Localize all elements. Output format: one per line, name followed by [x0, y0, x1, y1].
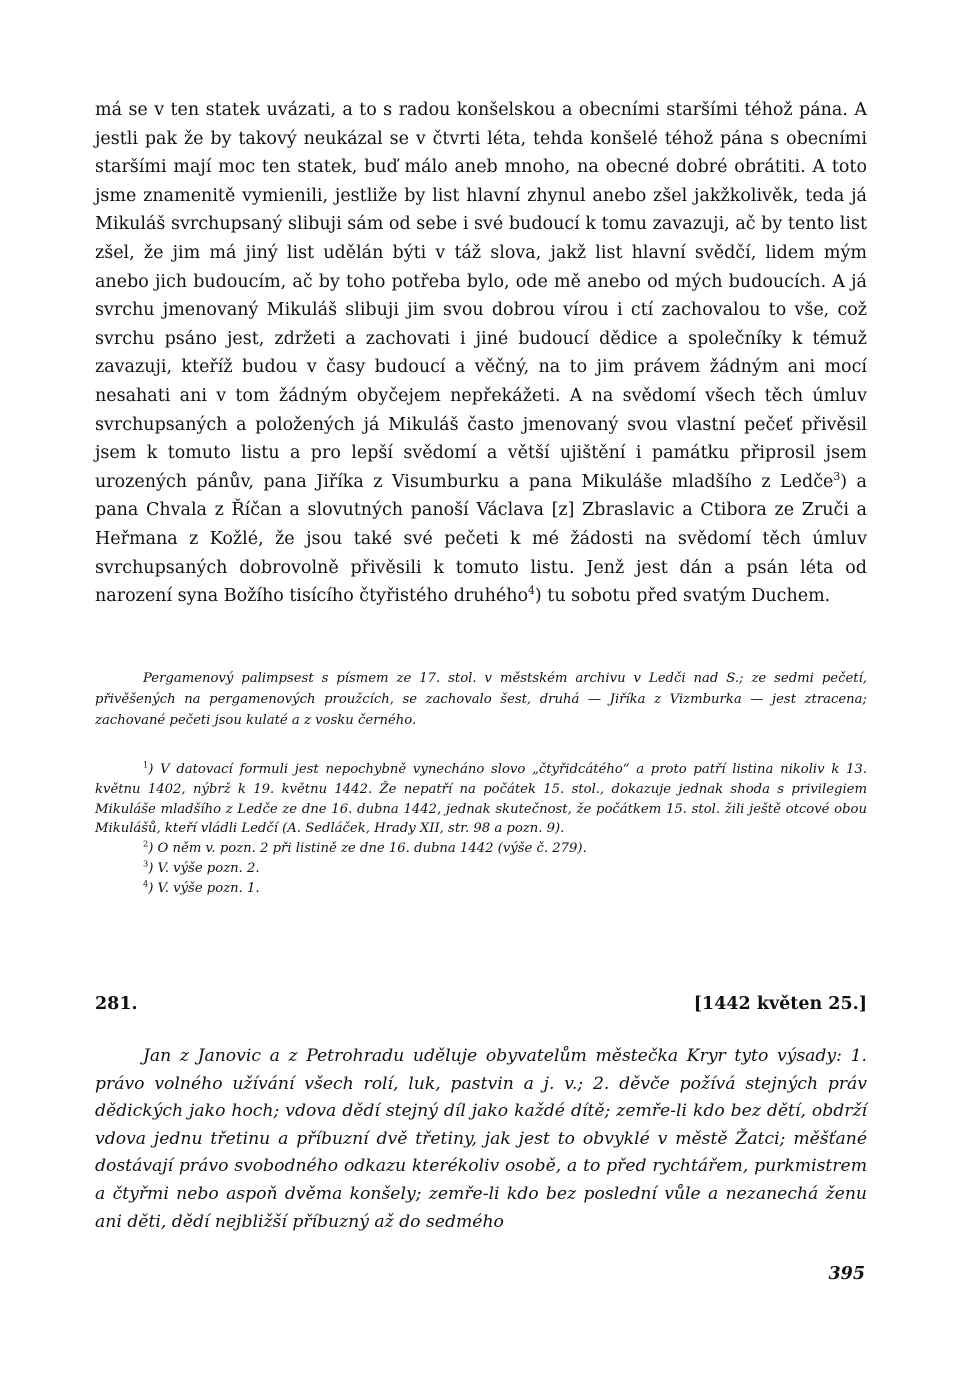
source-note: Pergamenový palimpsest s písmem ze 17. stol. v městském archivu v Ledči nad S.; ze sedmi pečetí, přivěšených na pergamenových proužcích, se zachovalo šest, druhá — Jiříka z Vizmburka — jest ztracena; zachované pečeti jsou kulaté a z vosku černého. [95, 671, 867, 728]
page-number: 395 [828, 1264, 865, 1284]
main-text [95, 96, 867, 611]
footnote-ref-3: 3 [833, 469, 841, 483]
footnote-ref-4: 4 [528, 584, 535, 598]
footnote-text: V. výše pozn. 2. [157, 860, 260, 876]
document-summary: Jan z Janovic a z Petrohradu uděluje obyvatelům městečka Kryr tyto výsady: 1. právo volného užívání všech rolí, luk, pastvin a j. v.; 2. děvče požívá stejných práv dědických jako hoch; vdova dědí stejný díl jako každé dítě; zemře-li kdo bez dětí, obdrží vdova jednu třetinu a příbuzní dvě třetiny, jak jest to obvyklé v městě Žatci; měšťané dostávají právo svobodného odkazu kterékoliv osobě, a to před rychtářem, purkmistrem a čtyřmi nebo aspoň dvěma konšely; zemře-li kdo bez poslední vůle a nezanechá ženu ani děti, dědí nejbližší příbuzný až do sedmého [95, 1046, 867, 1232]
document-number: 281. [95, 994, 138, 1014]
footnote-text: V. výše pozn. 1. [157, 880, 260, 896]
main-text-part-1: má se v ten statek uvázati, a to s radou konšelskou a obecními staršími téhož pána. A jestli pak že by takový neukázal se v čtvrti léta, tehda konšelé téhož pána s obecními staršími mají moc ten statek, buď málo aneb mnoho, na obecné dobré obrátiti. A toto jsme znamenitě vymienili, jestliže by list hlavní zhynul anebo zšel jakžkolivěk, teda já Mikuláš svrchupsaný slibuji sám od sebe i své budoucí k tomu zavazuji, ač by tento list zšel, že jim má jiný list udělán býti v táž slova, jakž list hlavní svědčí, lidem mým anebo jich budoucím, ač by toho potřeba bylo, ode mě anebo od mých budoucích. A já svrchu jmenovaný Mikuláš slibuji jim svou dobrou vírou i ctí zachovalou to vše, což svrchu psáno jest, zdržeti a zachovati i jiné budoucí dědice a společníky k témuž zavazuji, kteříž budou v časy budoucí a věčný, na to jim právem žádným ani mocí nesahati ani v tom žádným obyčejem nepřekážeti. A na svědomí všech těch úmluv svrchupsaných a položených já Mikuláš často jmenovaný svou vlastní pečeť přivěsil jsem k tomuto listu a pro lepší svědomí a větší ujištění i památku připrosil jsem urozených pánův, pana Jiříka z Visumburku a pana Mikuláše mladšího z Ledče [95, 100, 867, 492]
main-text-part-2: ) a pana Chvala z Říčan a slovutných panoší Václava [z] Zbraslavic a Ctibora ze Zruči a Heřmana z Kožlé, že jsou také své pečeti k mé žádosti na svědomí těch úmluv svrchupsaných dobrovolně přivěsili k tomuto listu. Jenž jest dán a psán léta od narození syna Božího tisícího čtyřistého druhého [95, 471, 867, 607]
footnote-text: V datovací formuli jest nepochybně vynecháno slovo „čtyřidcátého“ a proto patří listina nikoliv k 13. květnu 1402, nýbrž k 19. květnu 1442. Že nepatří na počátek 15. stol., dokazuje jednak shoda s privilegiem Mikuláše mladšího z Ledče ze dne 16. dubna 1442, jednak skutečnost, že počátkem 15. stol. žili ještě otcové obou Mikulášů, kteří vládli Ledčí (A. Sedláček, Hrady XII, str. 98 a pozn. 9). [95, 762, 868, 837]
footnote-mark: 1 [143, 759, 149, 770]
main-text-part-3: ) tu sobotu před svatým Duchem. [534, 586, 831, 607]
footnotes [95, 760, 867, 899]
footnote-mark: 3 [143, 858, 149, 869]
footnote-text: O něm v. pozn. 2 při listině ze dne 16. dubna 1442 (výše č. 279). [157, 841, 587, 857]
document-date: [1442 květen 25.] [693, 994, 867, 1014]
footnote: $^2$) O něm v. pozn. 2 při listině ze dne 16. dubna 1442 (výše č. 279). [143, 838, 587, 857]
document-header [95, 994, 867, 1020]
footnote-mark: 2 [143, 838, 149, 849]
footnote: $^3$) V. výše pozn. 2. [143, 858, 260, 876]
footnote-mark: 4 [143, 878, 149, 889]
footnote: $^1$) V datovací formuli jest nepochybně vynecháno slovo „čtyřidcátého“ a proto patří listina nikoliv k 13. květnu 1402, nýbrž k 19. květnu 1442. Že nepatří na počátek 15. stol., dokazuje jednak shoda s privilegiem Mikuláše mladšího z Ledče ze dne 16. dubna 1442, jednak skutečnost, že počátkem 15. stol. žili ještě otcové obou Mikulášů, kteří vládli Ledčí (A. Sedláček, Hrady XII, str. 98 a pozn. 9). [95, 759, 868, 837]
footnote: $^4$) V. výše pozn. 1. [143, 878, 260, 896]
